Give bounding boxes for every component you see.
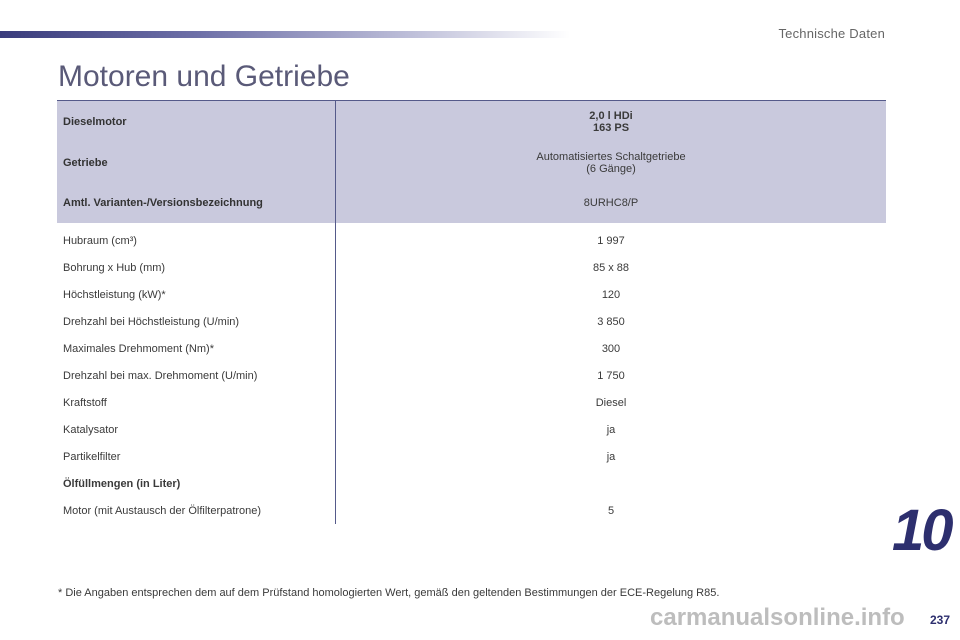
chapter-number: 10 bbox=[892, 498, 951, 563]
row-label: Katalysator bbox=[57, 416, 336, 443]
value-line: 2,0 l HDi bbox=[589, 110, 633, 122]
row-value: 1 750 bbox=[597, 369, 625, 382]
row-label: Dieselmotor bbox=[57, 101, 336, 144]
page-number: 237 bbox=[929, 613, 950, 627]
row-value bbox=[336, 143, 887, 183]
watermark: carmanualsonline.info bbox=[650, 604, 905, 631]
header-gradient-bar bbox=[0, 31, 570, 38]
table-header-row bbox=[57, 183, 886, 223]
row-label: Motor (mit Austausch der Ölfilterpatrone) bbox=[57, 497, 336, 524]
table-row bbox=[57, 308, 886, 335]
table-row bbox=[57, 443, 886, 470]
row-value: 5 bbox=[607, 504, 615, 517]
row-value: Diesel bbox=[595, 396, 627, 409]
value-line: Automatisiertes Schaltgetriebe bbox=[536, 151, 686, 163]
row-label: Kraftstoff bbox=[57, 389, 336, 416]
oil-section-title: Ölfüllmengen (in Liter) bbox=[57, 470, 336, 497]
table-header-row bbox=[57, 101, 886, 144]
row-value: 120 bbox=[601, 288, 621, 301]
table-row bbox=[57, 281, 886, 308]
table-row bbox=[57, 497, 886, 524]
row-value: 1 997 bbox=[597, 234, 625, 247]
row-value: ja bbox=[606, 423, 616, 436]
table-row bbox=[57, 335, 886, 362]
row-value: 300 bbox=[601, 342, 621, 355]
row-label: Höchstleistung (kW)* bbox=[57, 281, 336, 308]
footnote: * Die Angaben entsprechen dem auf dem Prüfstand homologierten Wert, gemäß den geltenden Bestimmungen der ECE-Regelung R85. bbox=[58, 587, 720, 599]
row-label: Bohrung x Hub (mm) bbox=[57, 254, 336, 281]
engine-spec-table bbox=[57, 100, 886, 524]
row-value-empty bbox=[336, 470, 887, 497]
oil-section-title-row bbox=[57, 470, 886, 497]
row-label: Maximales Drehmoment (Nm)* bbox=[57, 335, 336, 362]
table-row bbox=[57, 362, 886, 389]
value-line: 163 PS bbox=[592, 122, 630, 134]
row-value: ja bbox=[606, 450, 616, 463]
value-line: (6 Gänge) bbox=[586, 163, 636, 175]
row-label: Drehzahl bei max. Drehmoment (U/min) bbox=[57, 362, 336, 389]
page-title: Motoren und Getriebe bbox=[58, 60, 350, 93]
table-header-row bbox=[57, 143, 886, 183]
section-label: Technische Daten bbox=[778, 26, 885, 41]
row-value bbox=[336, 101, 887, 144]
row-label: Hubraum (cm³) bbox=[57, 223, 336, 254]
row-label: Drehzahl bei Höchstleistung (U/min) bbox=[57, 308, 336, 335]
table-row bbox=[57, 389, 886, 416]
row-value: 8URHC8/P bbox=[336, 183, 887, 223]
row-label: Getriebe bbox=[57, 143, 336, 183]
table-row bbox=[57, 223, 886, 254]
row-value: 3 850 bbox=[597, 315, 625, 328]
row-label: Partikelfilter bbox=[57, 443, 336, 470]
row-label: Amtl. Varianten-/Versionsbezeichnung bbox=[57, 183, 336, 223]
table-row bbox=[57, 416, 886, 443]
row-value: 85 x 88 bbox=[592, 261, 630, 274]
table-row bbox=[57, 254, 886, 281]
